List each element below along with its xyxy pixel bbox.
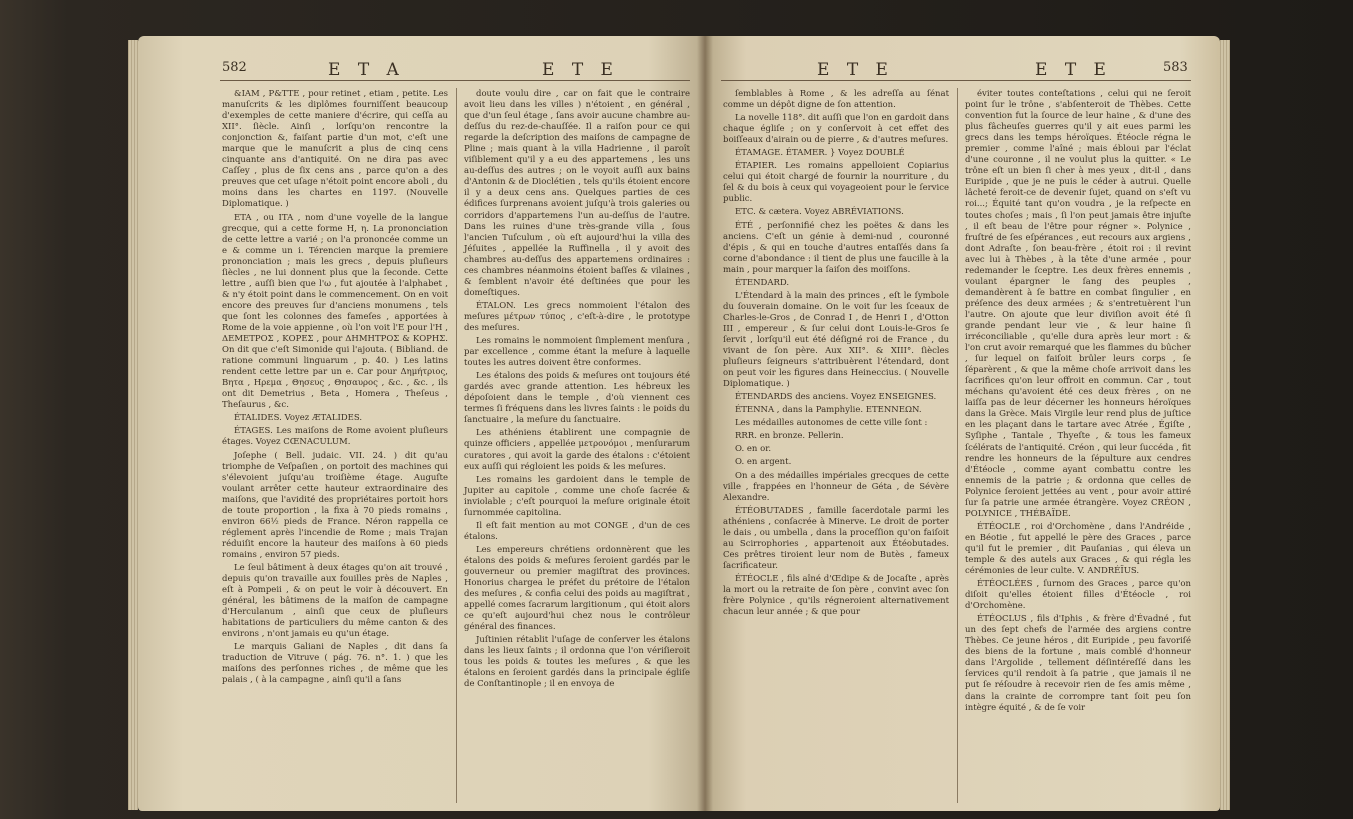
paragraph: Le marquis Galiani de Naples , dit dans ſa traduction de Vitruve ( pág. 76. n°. 1. ) que les maiſons des perſonnes riches , de même que les palais , ( à la campagne , ainſi qu'il a ſans — [222, 642, 448, 686]
left-page — [138, 36, 705, 811]
header-rule — [220, 80, 690, 81]
paragraph: O. en or. — [735, 444, 772, 455]
column-divider — [456, 88, 457, 803]
left-page-column-1 — [222, 89, 448, 688]
paragraph: ÉTENDARD. — [735, 277, 790, 288]
paragraph: ÉTÉOCLÉES , ſurnom des Graces , parce qu'on diſoit qu'elles étoient filles d'Étéocle , roi d'Orchomène. — [965, 579, 1191, 612]
left-page-edges — [128, 40, 138, 810]
paragraph: ÉTÉOBUTADES , famille ſacerdotale parmi les athéniens , conſacrée à Minerve. Le droit de porter le dais , ou umbella , dans la proceſſion qu'on faiſoit au Scirrophories , appartenoit aux Étéobutades. Ces prêtres tiroient leur nom de Butès , fameux ſacrificateur. — [723, 505, 949, 571]
paragraph: RRR. en bronze. Pellerin. — [735, 431, 844, 442]
book-gutter — [697, 36, 713, 811]
paragraph: Joſephe ( Bell. judaic. VII. 24. ) dit qu'au triomphe de Veſpaſien , on portoit des machines qui s'élevoient juſqu'au troiſième étage. Auguſte voulant arrêter cette hauteur extraordinaire des maiſons, que l'avidité des propriétaires portoit hors de toute proportion , la fixa à 70 pieds romains , environ 66½ pieds de France. Néron rappella ce réglement après l'incendie de Rome ; mais Trajan réduiſit encore la hauteur des maiſons à 60 pieds romains , environ 57 pieds. — [222, 450, 448, 560]
paragraph: Les romains les gardoient dans le temple de Jupiter au capitole , comme une choſe ſacrée & inviolable ; c'eſt pourquoi la meſure originale étoit ſurnommée capitolina. — [464, 474, 690, 518]
paragraph: ÉTENDARDS des anciens. Voyez ENSEIGNES. — [735, 392, 937, 403]
paragraph: Les romains le nommoient ſimplement menſura , par excellence , comme étant la meſure à laquelle toutes les autres doivent être conformes. — [464, 336, 690, 369]
paragraph: ÉTÉOCLE , fils aîné d'Œdipe & de Jocaſte , après la mort ou la retraite de ſon père , convint avec ſon frère Polynice , qu'ils régneroient alternativement chacun leur année ; & que pour — [723, 573, 949, 618]
paragraph: ÉTÉOCLUS , fils d'Iphis , & frère d'Évadné , fut un des ſept chefs de l'armée des argiens contre Thèbes. Ce jeune héros , dit Euripide , peu favoriſé des biens de la fortune , mais comblé d'honneur dans l'Argolide , tellement déſintéreſſé dans les ſervices qu'il rendoit à ſa patrie , que jamais il ne put ſe réſoudre à recevoir rien de ſes amis même , dans la crainte de corrompre tant ſoit peu ſon intègre équité , & de ſe voir — [965, 614, 1191, 713]
column-divider — [957, 88, 958, 803]
paragraph: ÉTÉ , perſonnifié chez les poëtes & dans les anciens. C'eſt un génie à demi-nud , couronné d'épis , & qui en touche d'autres entaſſés dans ſa corne d'abondance : il tient de plus une faucille à la main , pour marquer la ſaiſon des moiſſons. — [723, 220, 949, 275]
paragraph: &IAM , P&TTE , pour retinet , etiam , petite. Les manuſcrits & les diplômes fourniſſent beaucoup d'exemples de cette maniere d'écrire, qui ceſſa au XII°. ſiècle. Ainſi , lorſqu'on rencontre la conjonction &, faiſant partie d'un mot, c'eſt une marque que le manuſcrit a plus de cinq cens cinquante ans d'antiquité. On ne dira pas avec Caſſey , plus de ſix cens ans , parce qu'on a des preuves que cet uſage n'étoit point encore aboli , du moins dans les chartes en 1197. (Nouvelle Diplomatique. ) — [222, 89, 448, 210]
right-header-left-column: E T E — [817, 60, 894, 80]
right-page-column-2 — [965, 89, 1191, 716]
left-page-number: 582 — [222, 60, 247, 75]
paragraph: Les médailles autonomes de cette ville ſont : — [735, 418, 928, 429]
paragraph: Il eſt fait mention au mot CONGE , d'un de ces étalons. — [464, 520, 690, 542]
left-page-column-2 — [464, 89, 690, 692]
paragraph: ÉTÉOCLE , roi d'Orchomène , dans l'Andréide , en Béotie , fut appellé le père des Graces , parce qu'il fut le premier , dit Pauſanias , qui éleva un temple & des autels aux Graces , & qui régla les cérémonies de leur culte. V. ANDRÉÏUS. — [965, 521, 1191, 577]
left-header-right-column: E T E — [542, 60, 619, 80]
paragraph: L'Étendard à la main des princes , eſt le ſymbole du ſouverain domaine. On le voit ſur les ſceaux de Charles-le-Gros , de Conrad I , de Henri I , d'Otton III , empereur , & ſur celui dont Louis-le-Gros ſe ſervit , lorſqu'il eut été déſigné roi de France , du vivant de ſon père. Aux XII°. & XIII°. ſiècles pluſieurs ſeigneurs s'attribuèrent l'étendard, dont on peut voir les figures dans Heineccius. ( Nouvelle Diplomatique. ) — [723, 290, 949, 390]
paragraph: ÉTAGES. Les maiſons de Rome avoient pluſieurs étages. Voyez CŒNACULUM. — [222, 426, 448, 448]
paragraph: La novelle 118°. dit auſſi que l'on en gardoit dans chaque égliſe ; on y conſervoit à cet effet des boiſſeaux d'airain ou de pierre , & d'autres meſures. — [723, 113, 949, 146]
paragraph: ETC. & cætera. Voyez ABRÉVIATIONS. — [735, 207, 904, 218]
paragraph: éviter toutes conteſtations , celui qui ne ſeroit point ſur le trône , s'abſenteroit de Thèbes. Cette convention fut la ſource de leur haine , & d'une des plus fâcheuſes guerres qu'il y ait eues parmi les grecs dans les temps héroïques. Étéocle régna le premier , comme l'aîné ; mais ébloui par l'éclat d'une couronne , il ne voulut plus la quitter. « Le trône eſt un bien ſi cher à mes yeux , dit-il , dans Euripide , que je ne puis le céder à autrui. Quelle lâcheté feroit-ce de devenir ſujet, quand on s'eſt vu roi...; Équité tant qu'on voudra , je la reſpecte en toutes choſes ; mais , ſi l'on peut jamais être injuſte , il eſt beau de l'être pour régner ». Polynice , fruſtré de ſes eſpérances , eut recours aux argiens , dont Adraſte , ſon beau-frère , étoit roi : il revint avec lui à Thèbes , à la tête d'une armée , pour redemander le ſceptre. Les deux frères ennemis , voulant épargner le ſang des peuples , demandèrent à ſe battre en combat ſingulier , en préſence des deux armées ; & s'entretuèrent l'un l'autre. On ajoute que leur diviſion avoit été ſi grande pendant leur vie , & leur haine ſi irréconciliable , qu'elle dura après leur mort : & l'on crut avoir remarqué que les flammes du bûcher , ſur lequel on faiſoit brûler leurs corps , ſe ſéparèrent , & que la même choſe arrivoit dans les ſacrifices qu'on leur offroit en commun. Car , tout méchans qu'avoient été ces deux frères , on ne laiſſa pas de leur décerner les honneurs héroïques dans la Grèce. Mais Virgile leur rend plus de juſtice en les plaçant dans le tartare avec Atrée , Égiſte , Syſiphe , Tantale , Thyeſte , & tous les fameux ſcélérats de l'antiquité. Créon , qui leur ſuccéda , fit rendre les honneurs de la ſépulture aux cendres d'Étéocle , comme ayant combattu contre les ennemis de la patrie ; & ordonna que celles de Polynice ſeroient jettées au vent , pour avoir attiré ſur ſa patrie une armée étrangère. Voyez CRÉON , POLYNICE , THÉBAÏDE. — [965, 89, 1191, 519]
paragraph: Les empereurs chrétiens ordonnèrent que les étalons des poids & meſures ſeroient gardés par le gouverneur ou premier magiſtrat des provinces. Honorius chargea le préfet du prétoire de l'étalon des meſures , & confia celui des poids au magiſtrat , appellé comes ſacrarum largitionum , qui étoit alors ce qu'eſt aujourd'hui chez nous le contrôleur général des finances. — [464, 544, 690, 633]
paragraph: ETA , ou ITA , nom d'une voyelle de la langue grecque, qui a cette forme H, η. La prononciation de cette lettre a varié ; on l'a prononcée comme un e & comme un i. Térencien marque la premiere prononciation ; mais les grecs , depuis pluſieurs ſiècles , ne lui donnent plus que la ſeconde. Cette lettre , auſſi bien que l'ω , fut ajoutée à l'alphabet , & n'y étoit point dans le commencement. On en voit encore des preuves ſur d'anciens monumens , tels que ſont les colonnes des fameſes , apportées à Rome de la voie appienne , où l'on voit l'E pour l'H , ΔΕΜΕΤΡΟΣ , ΚΟΡΕΣ , pour ΔΗΜΗΤΡΟΣ & ΚΟΡΗΣ. On dit que c'eſt Simonide qui l'ajouta. ( Bibliand. de ratione communi linguarum , p. 40. ) Les latins rendent cette lettre par un e. Car pour Δημήτριος, Βητα , Ηρεμα , Θησευς , Θησαυρος , &c. , &c. , ils ont dit Demetrius , Beta , Homera , Theſeus , Theſaurus , &c. — [222, 212, 448, 411]
right-page-number: 583 — [1163, 60, 1188, 75]
right-page-column-1 — [723, 89, 949, 620]
paragraph: ſemblables à Rome , & les adreſſa au ſénat comme un dépôt digne de ſon attention. — [723, 89, 949, 111]
paragraph: O. en argent. — [735, 457, 792, 468]
paragraph: Le ſeul bâtiment à deux étages qu'on ait trouvé , depuis qu'on travaille aux fouilles près de Naples , eſt à Pompeii , & on peut le voir à découvert. En général, les bâtimens de la maiſon de campagne d'Herculanum , ainſi que ceux de pluſieurs habitations de particuliers du même canton & des environs , n'ont jamais eu qu'un étage. — [222, 562, 448, 640]
right-page — [705, 36, 1220, 811]
paragraph: ÉTAMAGE. ÉTAMER. } Voyez DOUBLÉ — [735, 148, 905, 159]
paragraph: Juſtinien rétablit l'uſage de conſerver les étalons dans les lieux ſaints ; il ordonna que l'on vériſieroit tous les poids & toutes les meſures , & que les étalons en ſeroient gardés dans la principale égliſe de Conſtantinople ; il en envoya de — [464, 635, 690, 690]
left-header-left-column: E T A — [328, 60, 405, 80]
paragraph: Les étalons des poids & meſures ont toujours été gardés avec grande attention. Les hébreux les dépoſoient dans le temple , d'où viennent ces termes ſi fréquens dans les livres ſaints : le poids du ſanctuaire , la meſure du ſanctuaire. — [464, 371, 690, 426]
paragraph: Les athéniens établirent une compagnie de quinze officiers , appellée μετρονόμοι , menſurarum curatores , qui avoit la garde des étalons : c'étoient eux auſſi qui régloient les poids & les meſures. — [464, 428, 690, 472]
right-header-right-column: E T E — [1035, 60, 1112, 80]
paragraph: doute voulu dire , car on fait que le contraire avoit lieu dans les villes ) n'étoient , en général , que d'un ſeul étage , ſans avoir aucune chambre au-deſſus du rez-de-chauſſée. Il a raiſon pour ce qui regarde la deſcription des maiſons de campagne de Pline ; mais quant à la villa Hadrienne , il paroît viſiblement qu'il y a eu des appartemens , les uns au-deſſus des autres ; on le voyoit auſſi aux bains d'Antonin & de Dioclétien , tels qu'ils étoient encore il y a deux cens ans. Quelques parties de ces édifices ſurprenans avoient juſqu'à trois galeries ou corridors d'appartemens l'un au-deſſus de l'autre. Dans les ruines d'une très-grande villa , ſous l'ancien Tuſculum , où eſt aujourd'hui la villa des Jéſuites , appellée la Ruffinella , il y avoit des chambres au-deſſus des appartemens ordinaires : ces chambres néanmoins étoient baſſes & vilaines , & ſemblent n'avoir été deſtinées que pour les domeſtiques. — [464, 89, 691, 298]
right-page-edges — [1220, 40, 1230, 810]
paragraph: ÉTALON. Les grecs nommoient l'étalon des meſures μέτρων τύπος , c'eſt-à-dire , le prototype des meſures. — [464, 300, 690, 333]
header-rule — [721, 80, 1191, 81]
paragraph: ÉTENNA , dans la Pamphylie. ETENNEΩN. — [735, 405, 922, 416]
paragraph: ÉTAPIER. Les romains appelloient Copiarius celui qui étoit chargé de fournir la nourriture , du ſel & du bois à ceux qui voyageoient pour le ſervice public. — [723, 161, 949, 205]
paragraph: ÉTALIDES. Voyez ÆTALIDES. — [234, 413, 363, 424]
paragraph: On a des médailles impériales grecques de cette ville , frappées en l'honneur de Géta , de Sévère Alexandre. — [723, 470, 949, 503]
